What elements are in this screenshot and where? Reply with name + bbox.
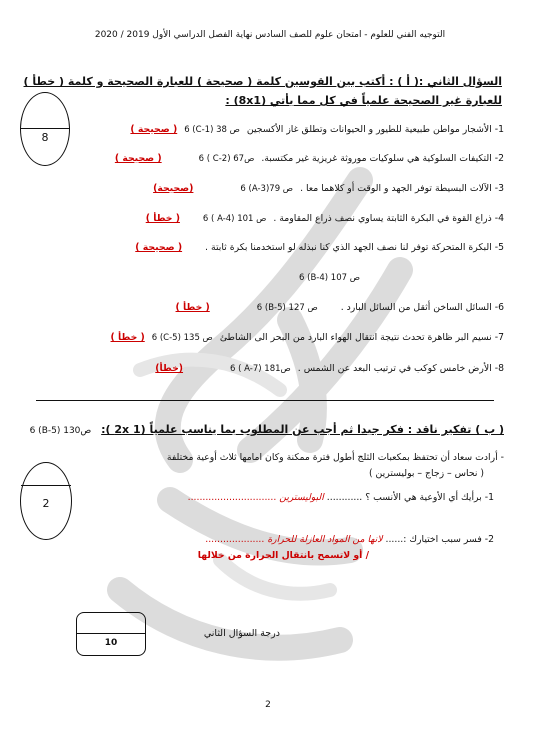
section-a-score: 8: [41, 131, 49, 144]
section-b-ref: ص130 (B-5) 6: [29, 426, 92, 436]
section-b-title: [29, 423, 504, 436]
item-ref: ص 107 (B-4) 6: [298, 273, 360, 283]
section-b-title-text: ( ب ) تفكير ناقد : فكر جيدا ثم أجب عن المطلوب بما يناسب علمياً (2x 1 ):: [101, 423, 504, 436]
item-ref: ص 101 (A-4 ) 6: [202, 214, 267, 224]
total-score-box: [76, 612, 146, 656]
list-item: [44, 183, 504, 194]
item-text: 1- الأشجار مواطن طبيعية للطيور و الحيوانات وتطلق غاز الأكسجين: [246, 124, 504, 135]
item-text: 5- البكرة المتحركة توفر لنا نصف الجهد الذي كنا نبذله لو استخدمنا بكرة ثابتة .: [205, 242, 504, 253]
section-b-intro-line2: ( نحاس – زجاج – بوليسترين ): [368, 468, 484, 479]
item-answer: (صحيحة): [153, 183, 194, 194]
item-text: 3- الآلات البسيطة توفر الجهد و الوقت أو كلاهما معا .: [300, 183, 504, 194]
section-a-title-line2: للعبارة غير الصحيحة علمياً في كل مما يأتي (8x1) :: [225, 94, 502, 107]
item-answer: ( خطأ ): [175, 302, 210, 313]
section-a-title-line1: السؤال الثاني :( أ ) : أكتب بين القوسين كلمة ( صحيحة ) للعبارة الصحيحة و كلمة ( خطأ ): [23, 75, 502, 88]
item-text: 6- السائل الساخن أثقل من السائل البارد .: [340, 302, 504, 313]
item-text: 4- ذراع القوة في البكرة الثابتة يساوي نصف ذراع المقاومة .: [273, 213, 504, 224]
page-header: التوجيه الفني للعلوم - امتحان علوم للصف السادس نهاية الفصل الدراسي الأول 2019 / 2020: [94, 30, 446, 40]
item-text: 2- التكيفات السلوكية هي سلوكيات موروثة غريزية غير مكتسبة.: [261, 153, 504, 164]
list-item: [44, 302, 504, 313]
q2-answer-dots: ....................: [205, 534, 265, 545]
section-b-q1: [54, 492, 494, 503]
q2-text: 2- فسر سبب اختيارك :......: [385, 534, 494, 545]
item-ref: ص181 (A-7 ) 6: [230, 364, 291, 374]
total-score: 10: [104, 638, 118, 648]
item-ref: ص 79(A-3) 6: [240, 184, 294, 194]
item-ref: ص 135 (C-5) 6: [151, 333, 213, 343]
q2-answer: لانها من المواد العازلة للحرارة: [267, 534, 383, 545]
q1-text: 1- برأيك أي الأوعية هي الأنسب ؟ ............: [326, 492, 494, 503]
item-answer: ( خطأ ): [145, 213, 180, 224]
list-item: [44, 153, 504, 164]
item-answer: (خطأ): [155, 363, 184, 374]
list-item: [44, 332, 504, 343]
item-answer: ( صحيحة ): [135, 242, 183, 253]
item-text: 8- الأرض خامس كوكب في ترتيب البعد عن الشمس .: [297, 363, 504, 374]
item-ref: ص 127 (B-5) 6: [256, 303, 318, 313]
list-item: [44, 124, 504, 135]
list-item: [44, 363, 504, 374]
item-answer: ( صحيحة ): [114, 153, 162, 164]
q2-answer-line2: [119, 550, 369, 561]
section-b-q2: [54, 534, 494, 545]
item-text: 7- نسيم البر ظاهرة تحدث نتيجة انتقال الهواء البارد من البحر الى الشاطئ: [219, 332, 504, 343]
q1-answer: البوليسترين: [279, 492, 324, 503]
item-ref: ص 38 (C-1) 6: [184, 125, 240, 135]
item-answer: ( خطأ ): [110, 332, 145, 343]
list-item: [44, 213, 504, 224]
section-divider: [36, 400, 494, 401]
q1-answer-dots: ..............................: [187, 492, 277, 503]
page-number: 2: [265, 700, 271, 710]
list-item: [164, 272, 364, 283]
section-b-score: 2: [42, 497, 50, 510]
item-ref: ص67 (C-2 ) 6: [198, 154, 255, 164]
item-answer: ( صحيحة ): [130, 124, 178, 135]
total-score-divider: [77, 633, 145, 634]
list-item: [44, 242, 504, 253]
total-score-label: درجة السؤال الثاني: [203, 628, 280, 639]
section-b-intro-line1: - أرادت سعاد أن تحتفظ بمكعبات الثلج أطول فترة ممكنة وكان امامها ثلاث أوعية مختلفة: [166, 452, 504, 463]
q2-answer-continued: / أو لاتسمح بانتقال الحرارة من خلالها: [197, 550, 369, 561]
